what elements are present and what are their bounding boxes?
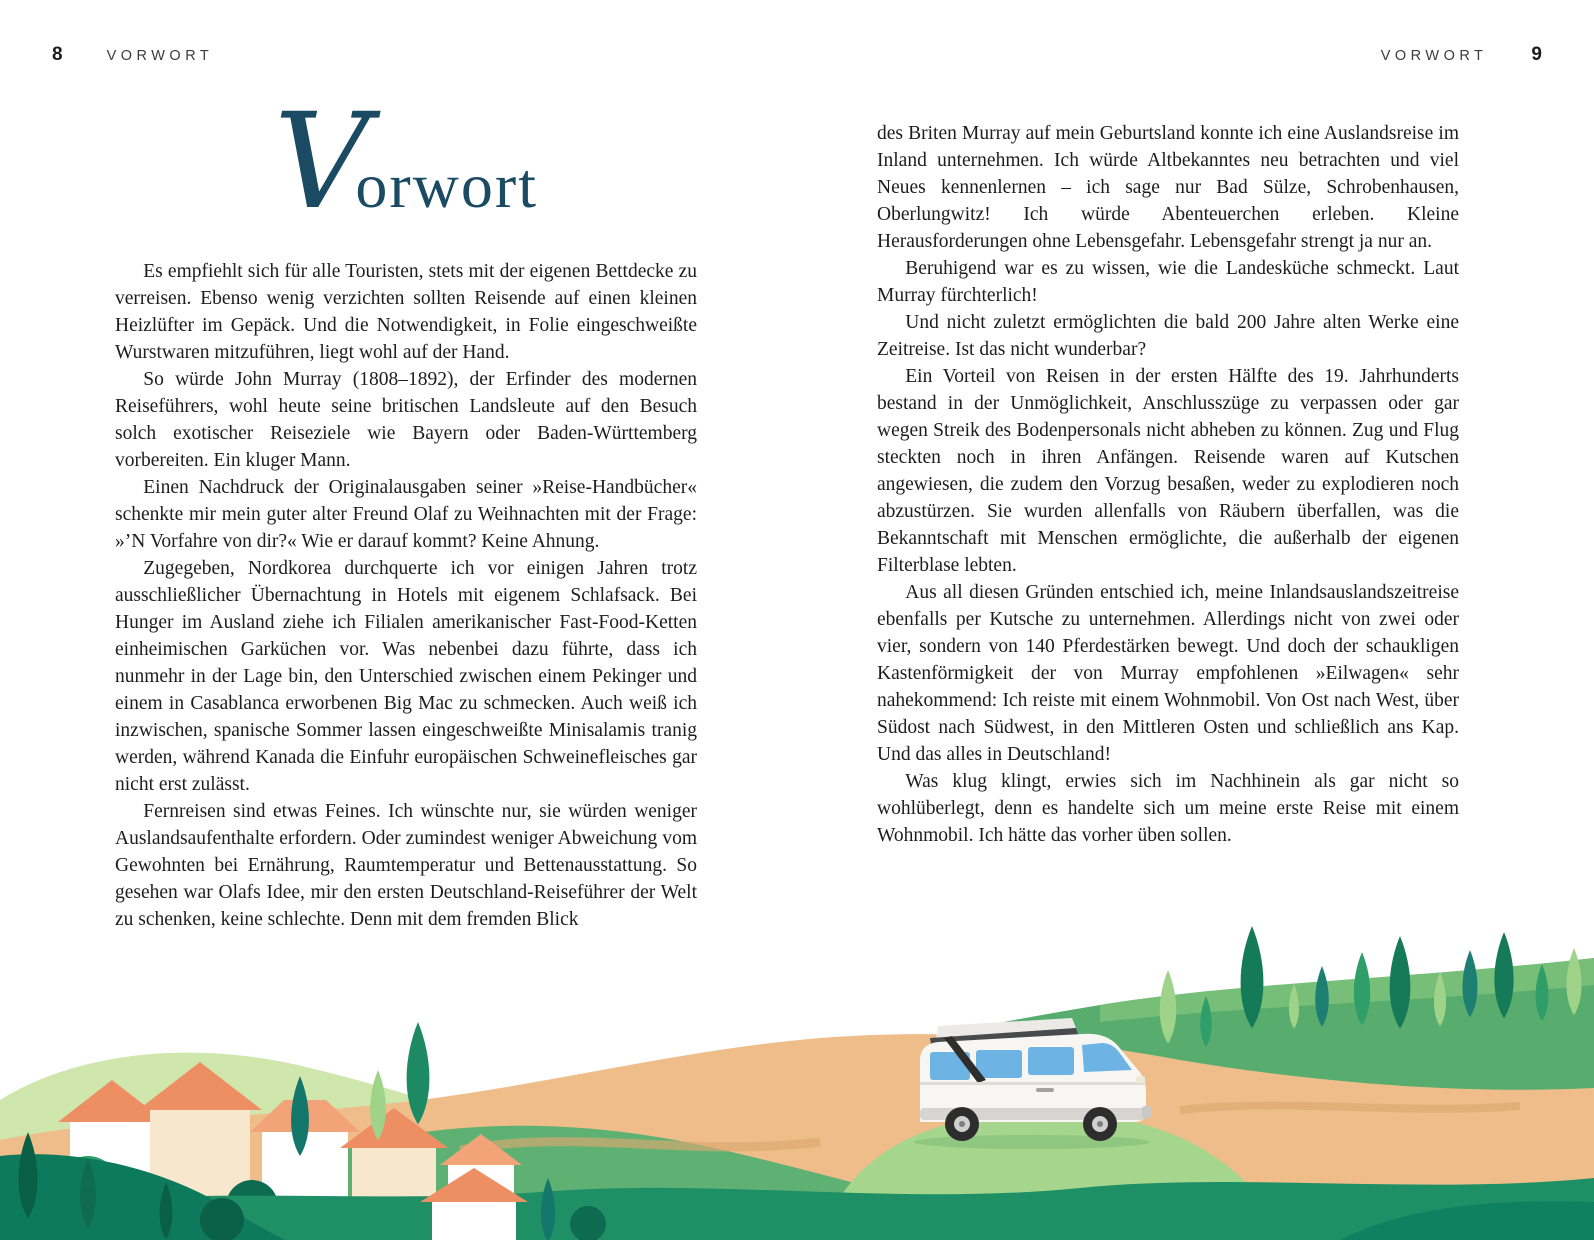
van-bumper: [1142, 1106, 1152, 1118]
page-number-right: 9: [1531, 44, 1542, 65]
paragraph: des Briten Murray auf mein Geburtsland konnte ich eine Auslandsreise im Inland unternehmen. Ich würde Altbekanntes neu betrachten und viel Neues kennenlernen – ich sage nur Bad Sülze, Schrobenhausen, Oberlungwitz! Ich würde Abenteuerchen erleben. Kleine Herausforderungen ohne Lebensgefahr. Lebensgefahr strengt ja nur an.: [877, 123, 1459, 252]
van-door-handle: [1036, 1088, 1054, 1092]
paragraph: Was klug klingt, erwies sich im Nachhinein als gar nicht so wohlüberlegt, denn es handelte sich um meine erste Reise mit einem Wohnmobil. Ich hätte das vorher üben sollen.: [877, 771, 1459, 846]
van-front-wheel: [1083, 1107, 1117, 1141]
body-text-right-page: [877, 120, 1459, 849]
landscape-illustration: [0, 910, 1594, 1240]
running-head-left: [52, 44, 213, 66]
body-text-left-page: [115, 258, 697, 933]
van-rear-wheel: [945, 1107, 979, 1141]
van-door-window: [1028, 1047, 1074, 1075]
running-head-label-right: VORWORT: [1380, 48, 1488, 64]
van-shadow: [914, 1135, 1150, 1149]
van-side-window: [976, 1050, 1022, 1078]
page-number-left: 8: [52, 44, 63, 65]
paragraph: Fernreisen sind etwas Feines. Ich wünschte nur, sie würden weniger Auslandsaufenthalte erfordern. Oder zumindest weniger Abweichung vom Gewohnten bei Ernährung, Raumtemperatur und Bettenausstattung. So gesehen war Olafs Idee, mir den ersten Deutschland-Reiseführer der Welt zu schenken, keine schlechte. Denn mit dem fremden Blick: [115, 801, 697, 930]
paragraph: Es empfiehlt sich für alle Touristen, stets mit der eigenen Bettdecke zu verreisen. Ebenso wenig verzichten sollten Reisende auf einen kleinen Heizlüfter im Gepäck. Und die Notwendigkeit, in Folie eingeschweißte Wurstwaren mitzuführen, liegt wohl auf der Hand.: [115, 261, 697, 363]
paragraph: Und nicht zuletzt ermöglichten die bald 200 Jahre alten Werke eine Zeitreise. Ist das nicht wunderbar?: [877, 312, 1459, 360]
chapter-title: [115, 85, 697, 239]
paragraph: So würde John Murray (1808–1892), der Erfinder des modernen Reiseführers, wohl heute seine britischen Landsleute auf den Besuch solch exotischer Reiseziele wie Bayern oder Baden-Württemberg vorbereiten. Ein kluger Mann.: [115, 369, 697, 471]
running-head-right: [1381, 44, 1542, 66]
paragraph: Beruhigend war es zu wissen, wie die Landesküche schmeckt. Laut Murray fürchterlich!: [877, 258, 1459, 306]
chapter-title-initial: V: [274, 85, 366, 239]
chapter-title-rest: orwort: [355, 150, 538, 221]
paragraph: Aus all diesen Gründen entschied ich, meine Inlandsauslandszeitreise ebenfalls per Kutsche zu unternehmen. Allerdings nicht von zwei oder vier, sondern von 140 Pferdestärken bewegt. Und doch der schaukligen Kastenförmigkeit der von Murray empfohlenen »Eilwagen« sehr nahekommend: Ich reiste mit einem Wohnmobil. Von Ost nach West, über Südost nach Südwest, in den Mittleren Osten und schließlich ans Kap. Und das alles in Deutschland!: [877, 582, 1459, 765]
paragraph: Zugegeben, Nordkorea durchquerte ich vor einigen Jahren trotz ausschließlicher Übernachtung in Hotels mit eigenem Schlafsack. Bei Hunger im Ausland ziehe ich Filialen amerikanischer Fast-Food-Ketten einheimischen Garküchen vor. Was nebenbei dazu führte, dass ich nunmehr in der Lage bin, den Unterschied zwischen einem Pekinger und einem in Casablanca erworbenen Big Mac zu schmecken. Auch weiß ich inzwischen, spanische Sommer lassen eingeschweißte Minisalamis tranig werden, während Kanada die Einfuhr europäischen Schweinefleisches gar nicht erst zulässt.: [115, 558, 697, 795]
running-head-label-left: VORWORT: [106, 48, 214, 64]
paragraph: Einen Nachdruck der Originalausgaben seiner »Reise-Handbücher« schenkte mir mein guter alter Freund Olaf zu Weihnachten mit der Frage: »’N Vorfahre von dir?« Wie er darauf kommt? Keine Ahnung.: [115, 477, 697, 552]
paragraph: Ein Vorteil von Reisen in der ersten Hälfte des 19. Jahrhunderts bestand in der Unmöglichkeit, Anschlusszüge zu verpassen oder gar wegen Streik des Bodenpersonals nicht abheben zu können. Zug und Flug steckten noch in ihren Anfängen. Reisende waren auf Kutschen angewiesen, die zudem den Vorzug besaßen, weder zu explodieren noch abzustürzen. Sie wurden allenfalls von Räubern überfallen, was die Bekanntschaft mit Menschen ermöglichte, die außerhalb der eigenen Filterblase lebten.: [877, 366, 1459, 576]
van-side-stripe: [920, 1082, 1146, 1085]
van-headlight: [1136, 1076, 1145, 1083]
